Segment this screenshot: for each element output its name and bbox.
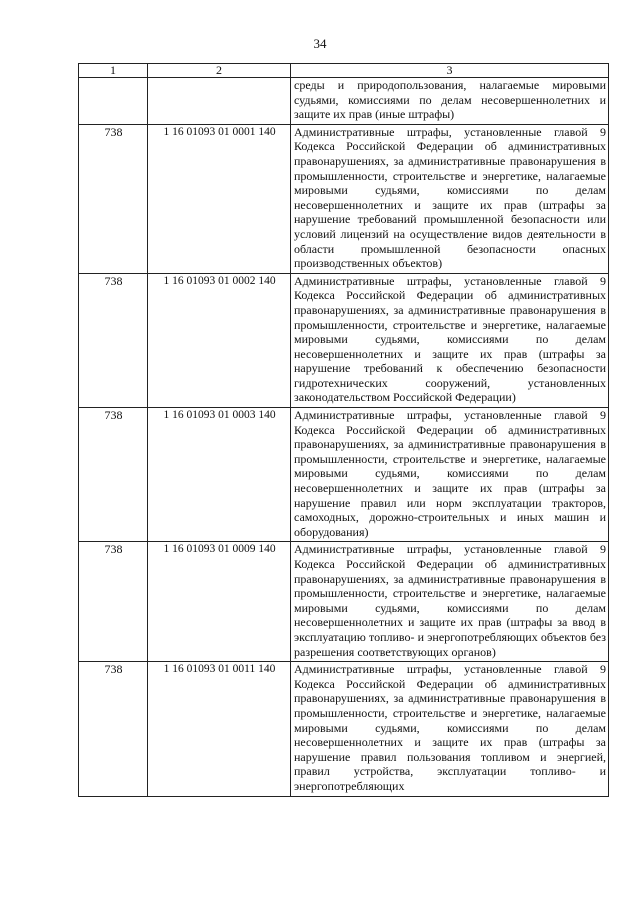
admin-code-cell: 738 bbox=[79, 662, 148, 796]
kbk-cell: 1 16 01093 01 0011 140 bbox=[148, 662, 291, 796]
kbk-cell: 1 16 01093 01 0003 140 bbox=[148, 408, 291, 542]
kbk-cell bbox=[148, 78, 291, 125]
column-header-1: 1 bbox=[79, 64, 148, 78]
description-cell: Административные штрафы, установленные главой 9 Кодекса Российской Федерации об административных правонарушениях, за административные правонарушения в промышленности, строительстве и энергетике, налагаемые мировыми судьями, комиссиями по делам несовершеннолетних и защите их прав (штрафы за нарушение правил пользования топливом и энергией, правил устройства, эксплуатации топливо- и энергопотребляющих bbox=[291, 662, 609, 796]
admin-code-cell: 738 bbox=[79, 124, 148, 273]
description-cell: среды и природопользования, налагаемые мировыми судьями, комиссиями по делам несовершеннолетних и защите их прав (иные штрафы) bbox=[291, 78, 609, 125]
description-cell: Административные штрафы, установленные главой 9 Кодекса Российской Федерации об административных правонарушениях, за административные правонарушения в промышленности, строительстве и энергетике, налагаемые мировыми судьями, комиссиями по делам несовершеннолетних и защите их прав (штрафы за нарушение требований к обеспечению безопасности гидротехнических сооружений, установленных законодательством Российской Федерации) bbox=[291, 273, 609, 407]
table-row bbox=[79, 662, 609, 796]
page-number: 34 bbox=[313, 36, 327, 51]
description-cell: Административные штрафы, установленные главой 9 Кодекса Российской Федерации об административных правонарушениях, за административные правонарушения в промышленности, строительстве и энергетике, налагаемые мировыми судьями, комиссиями по делам несовершеннолетних и защите их прав (штрафы за нарушение требований промышленной безопасности или условий лицензий на осуществление видов деятельности в области промышленной безопасности опасных производственных объектов) bbox=[291, 124, 609, 273]
column-header-2: 2 bbox=[148, 64, 291, 78]
table-row bbox=[79, 124, 609, 273]
table-row bbox=[79, 408, 609, 542]
description-cell: Административные штрафы, установленные главой 9 Кодекса Российской Федерации об административных правонарушениях, за административные правонарушения в промышленности, строительстве и энергетике, налагаемые мировыми судьями, комиссиями по делам несовершеннолетних и защите их прав (штрафы за ввод в эксплуатацию топливо- и энергопотребляющих объектов без разрешения соответствующих органов) bbox=[291, 542, 609, 662]
admin-code-cell bbox=[79, 78, 148, 125]
table-row bbox=[79, 273, 609, 407]
kbk-cell: 1 16 01093 01 0002 140 bbox=[148, 273, 291, 407]
table-row-continuation bbox=[79, 78, 609, 125]
admin-code-cell: 738 bbox=[79, 542, 148, 662]
admin-code-cell: 738 bbox=[79, 273, 148, 407]
table-header-row bbox=[79, 64, 609, 78]
kbk-cell: 1 16 01093 01 0001 140 bbox=[148, 124, 291, 273]
description-cell: Административные штрафы, установленные главой 9 Кодекса Российской Федерации об административных правонарушениях, за административные правонарушения в промышленности, строительстве и энергетике, налагаемые мировыми судьями, комиссиями по делам несовершеннолетних и защите их прав (штрафы за нарушение правил или норм эксплуатации тракторов, самоходных, дорожно-строительных и иных машин и оборудования) bbox=[291, 408, 609, 542]
column-header-3: 3 bbox=[291, 64, 609, 78]
kbk-cell: 1 16 01093 01 0009 140 bbox=[148, 542, 291, 662]
admin-code-cell: 738 bbox=[79, 408, 148, 542]
budget-codes-table bbox=[78, 63, 609, 797]
table-row bbox=[79, 542, 609, 662]
